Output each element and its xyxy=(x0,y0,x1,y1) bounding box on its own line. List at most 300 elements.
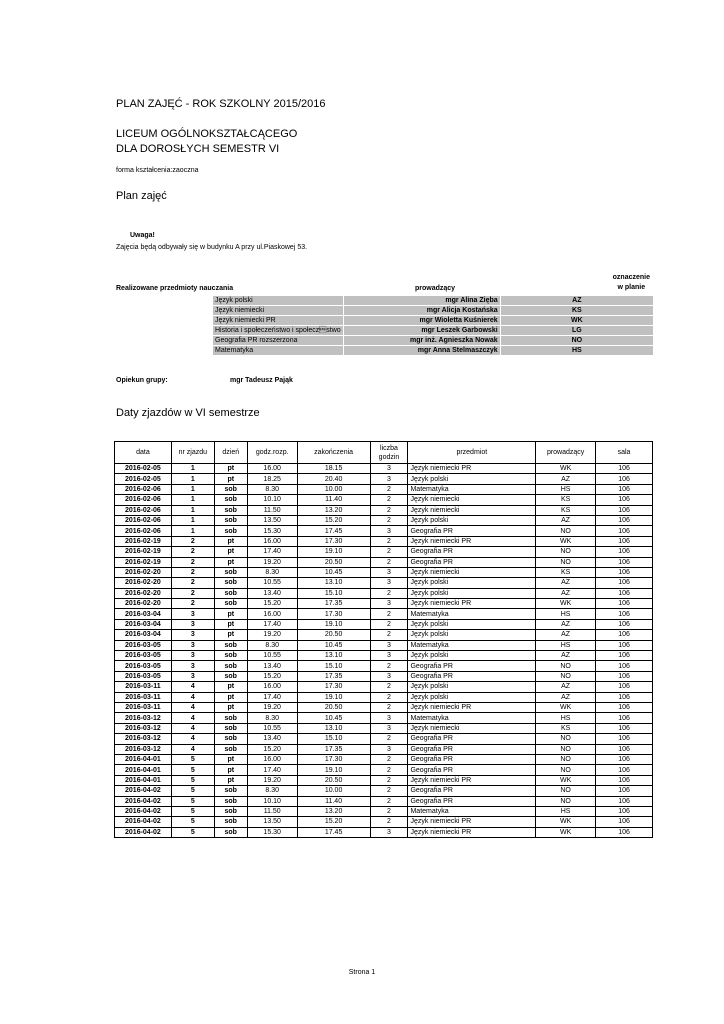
cell-subject: Język polski xyxy=(408,619,536,629)
cell-teacher: NO xyxy=(536,734,596,744)
cell-room: 106 xyxy=(596,557,653,567)
cell-day: sob xyxy=(214,744,247,754)
schedule-row xyxy=(115,578,653,588)
subject-row xyxy=(213,296,654,306)
cell-day: sob xyxy=(214,505,247,515)
cell-teacher: AZ xyxy=(536,474,596,484)
cell-room: 106 xyxy=(596,723,653,733)
cell-date: 2016-03-05 xyxy=(115,671,172,681)
subject-name: Język niemiecki PR xyxy=(213,316,344,326)
cell-end-time: 13.10 xyxy=(297,651,370,661)
cell-end-time: 10.45 xyxy=(297,640,370,650)
cell-hours: 3 xyxy=(370,526,408,536)
schedule-row xyxy=(115,682,653,692)
subject-row xyxy=(213,316,654,326)
cell-start-time: 8.30 xyxy=(247,484,297,494)
cell-meeting-no: 5 xyxy=(171,775,214,785)
cell-room: 106 xyxy=(596,806,653,816)
cell-day: sob xyxy=(214,484,247,494)
cell-day: pt xyxy=(214,464,247,474)
cell-meeting-no: 4 xyxy=(171,744,214,754)
cell-date: 2016-03-04 xyxy=(115,630,172,640)
subject-code: HS xyxy=(500,346,653,356)
cell-start-time: 17.40 xyxy=(247,765,297,775)
cell-date: 2016-04-02 xyxy=(115,806,172,816)
cell-subject: Język niemiecki PR xyxy=(408,827,536,837)
schedule-row xyxy=(115,484,653,494)
cell-subject: Język polski xyxy=(408,630,536,640)
cell-day: pt xyxy=(214,682,247,692)
cell-date: 2016-03-05 xyxy=(115,640,172,650)
cell-hours: 2 xyxy=(370,515,408,525)
cell-end-time: 19.10 xyxy=(297,765,370,775)
cell-meeting-no: 4 xyxy=(171,682,214,692)
cell-teacher: WK xyxy=(536,536,596,546)
cell-day: pt xyxy=(214,547,247,557)
subject-name: Język niemiecki xyxy=(213,306,344,316)
cell-date: 2016-03-12 xyxy=(115,723,172,733)
cell-meeting-no: 3 xyxy=(171,661,214,671)
cell-hours: 2 xyxy=(370,547,408,557)
schedule-row xyxy=(115,640,653,650)
cell-room: 106 xyxy=(596,702,653,712)
schedule-row xyxy=(115,702,653,712)
cell-date: 2016-02-06 xyxy=(115,484,172,494)
cell-day: sob xyxy=(214,796,247,806)
cell-room: 106 xyxy=(596,630,653,640)
cell-meeting-no: 4 xyxy=(171,713,214,723)
cell-subject: Język niemiecki xyxy=(408,495,536,505)
schedule-title: Daty zjazdów w VI semestrze xyxy=(116,407,260,419)
cell-room: 106 xyxy=(596,588,653,598)
cell-meeting-no: 3 xyxy=(171,671,214,681)
cell-room: 106 xyxy=(596,619,653,629)
cell-teacher: AZ xyxy=(536,619,596,629)
subject-teacher: mgr inż. Agnieszka Nowak xyxy=(343,336,500,346)
cell-hours: 3 xyxy=(370,578,408,588)
cell-hours: 3 xyxy=(370,827,408,837)
cell-teacher: AZ xyxy=(536,515,596,525)
cell-subject: Geografia PR xyxy=(408,734,536,744)
subject-code: KS xyxy=(500,306,653,316)
cell-start-time: 15.20 xyxy=(247,599,297,609)
cell-hours: 2 xyxy=(370,609,408,619)
cell-hours: 3 xyxy=(370,744,408,754)
schedule-row xyxy=(115,671,653,681)
cell-meeting-no: 5 xyxy=(171,806,214,816)
subjects-header xyxy=(116,273,654,295)
cell-hours: 3 xyxy=(370,599,408,609)
cell-meeting-no: 1 xyxy=(171,505,214,515)
cell-subject: Język niemiecki xyxy=(408,567,536,577)
schedule-row xyxy=(115,599,653,609)
schedule-row xyxy=(115,515,653,525)
cell-end-time: 19.10 xyxy=(297,692,370,702)
cell-date: 2016-03-04 xyxy=(115,619,172,629)
cell-end-time: 11.40 xyxy=(297,495,370,505)
cell-end-time: 15.20 xyxy=(297,817,370,827)
cell-date: 2016-03-11 xyxy=(115,702,172,712)
schedule-row xyxy=(115,827,653,837)
cell-meeting-no: 4 xyxy=(171,734,214,744)
cell-end-time: 17.30 xyxy=(297,536,370,546)
cell-day: pt xyxy=(214,702,247,712)
cell-day: sob xyxy=(214,526,247,536)
col-meeting-no: nr zjazdu xyxy=(171,442,214,464)
cell-meeting-no: 5 xyxy=(171,765,214,775)
cell-room: 106 xyxy=(596,827,653,837)
cell-start-time: 11.50 xyxy=(247,505,297,515)
cell-hours: 2 xyxy=(370,734,408,744)
cell-room: 106 xyxy=(596,464,653,474)
cell-end-time: 10.00 xyxy=(297,786,370,796)
cell-subject: Język niemiecki PR xyxy=(408,464,536,474)
schedule-row xyxy=(115,474,653,484)
cell-date: 2016-04-02 xyxy=(115,786,172,796)
cell-hours: 3 xyxy=(370,651,408,661)
schedule-row xyxy=(115,796,653,806)
subject-row xyxy=(213,306,654,316)
schedule-row xyxy=(115,464,653,474)
cell-room: 106 xyxy=(596,609,653,619)
cell-day: sob xyxy=(214,806,247,816)
cell-day: sob xyxy=(214,495,247,505)
cell-subject: Język polski xyxy=(408,682,536,692)
cell-meeting-no: 3 xyxy=(171,619,214,629)
cell-start-time: 8.30 xyxy=(247,640,297,650)
cell-subject: Matematyka xyxy=(408,806,536,816)
cell-teacher: NO xyxy=(536,671,596,681)
school-name xyxy=(116,127,297,157)
cell-meeting-no: 3 xyxy=(171,609,214,619)
cell-end-time: 10.45 xyxy=(297,713,370,723)
cell-subject: Język polski xyxy=(408,474,536,484)
cell-room: 106 xyxy=(596,547,653,557)
cell-meeting-no: 3 xyxy=(171,630,214,640)
cell-room: 106 xyxy=(596,515,653,525)
subjects-col-teacher: prowadzący xyxy=(415,285,456,292)
cell-hours: 2 xyxy=(370,786,408,796)
schedule-row xyxy=(115,661,653,671)
cell-day: pt xyxy=(214,536,247,546)
cell-day: sob xyxy=(214,786,247,796)
cell-end-time: 11.40 xyxy=(297,796,370,806)
cell-teacher: NO xyxy=(536,754,596,764)
cell-day: sob xyxy=(214,671,247,681)
cell-teacher: HS xyxy=(536,640,596,650)
cell-room: 106 xyxy=(596,682,653,692)
cell-end-time: 15.20 xyxy=(297,515,370,525)
cell-meeting-no: 4 xyxy=(171,692,214,702)
cell-subject: Matematyka xyxy=(408,713,536,723)
cell-teacher: KS xyxy=(536,567,596,577)
cell-meeting-no: 5 xyxy=(171,786,214,796)
cell-meeting-no: 5 xyxy=(171,796,214,806)
cell-start-time: 17.40 xyxy=(247,547,297,557)
cell-hours: 3 xyxy=(370,640,408,650)
cell-teacher: WK xyxy=(536,599,596,609)
cell-date: 2016-02-06 xyxy=(115,526,172,536)
cell-teacher: NO xyxy=(536,547,596,557)
cell-day: sob xyxy=(214,661,247,671)
cell-date: 2016-03-04 xyxy=(115,609,172,619)
cell-room: 106 xyxy=(596,754,653,764)
cell-room: 106 xyxy=(596,484,653,494)
cell-date: 2016-03-12 xyxy=(115,713,172,723)
subject-row xyxy=(213,346,654,356)
cell-start-time: 10.55 xyxy=(247,651,297,661)
cell-subject: Matematyka xyxy=(408,609,536,619)
cell-teacher: AZ xyxy=(536,588,596,598)
cell-subject: Geografia PR xyxy=(408,557,536,567)
cell-end-time: 13.20 xyxy=(297,505,370,515)
cell-end-time: 17.35 xyxy=(297,744,370,754)
cell-room: 106 xyxy=(596,651,653,661)
cell-meeting-no: 2 xyxy=(171,567,214,577)
guardian-name: mgr Tadeusz Pająk xyxy=(230,377,293,384)
schedule-row xyxy=(115,619,653,629)
cell-meeting-no: 1 xyxy=(171,526,214,536)
schedule-row xyxy=(115,775,653,785)
cell-end-time: 17.45 xyxy=(297,827,370,837)
cell-day: sob xyxy=(214,734,247,744)
cell-start-time: 13.40 xyxy=(247,734,297,744)
cell-start-time: 16.00 xyxy=(247,609,297,619)
cell-date: 2016-02-06 xyxy=(115,505,172,515)
schedule-table xyxy=(114,441,653,838)
cell-date: 2016-02-20 xyxy=(115,599,172,609)
cell-subject: Język niemiecki PR xyxy=(408,775,536,785)
cell-date: 2016-04-01 xyxy=(115,765,172,775)
cell-teacher: NO xyxy=(536,661,596,671)
cell-day: sob xyxy=(214,723,247,733)
schedule-row xyxy=(115,713,653,723)
schedule-row xyxy=(115,651,653,661)
cell-meeting-no: 2 xyxy=(171,588,214,598)
cell-hours: 2 xyxy=(370,536,408,546)
cell-room: 106 xyxy=(596,526,653,536)
cell-subject: Geografia PR xyxy=(408,744,536,754)
school-name-line1: LICEUM OGÓLNOKSZTAŁCĄCEGO xyxy=(116,128,298,140)
cell-end-time: 20.50 xyxy=(297,702,370,712)
schedule-row xyxy=(115,765,653,775)
cell-meeting-no: 1 xyxy=(171,474,214,484)
col-end: zakończenia xyxy=(297,442,370,464)
cell-meeting-no: 2 xyxy=(171,536,214,546)
cell-hours: 2 xyxy=(370,775,408,785)
cell-meeting-no: 4 xyxy=(171,702,214,712)
subjects-col-code-line2: w planie xyxy=(617,284,646,291)
cell-start-time: 10.55 xyxy=(247,578,297,588)
cell-subject: Język polski xyxy=(408,588,536,598)
cell-start-time: 17.40 xyxy=(247,692,297,702)
cell-subject: Język polski xyxy=(408,692,536,702)
cell-room: 106 xyxy=(596,817,653,827)
cell-hours: 2 xyxy=(370,588,408,598)
cell-day: sob xyxy=(214,588,247,598)
subjects-col-code-line1: oznaczenie xyxy=(612,274,650,281)
cell-meeting-no: 1 xyxy=(171,464,214,474)
col-subject: przedmiot xyxy=(408,442,536,464)
cell-start-time: 13.50 xyxy=(247,817,297,827)
cell-room: 106 xyxy=(596,744,653,754)
cell-start-time: 19.20 xyxy=(247,775,297,785)
cell-start-time: 19.20 xyxy=(247,702,297,712)
cell-start-time: 18.25 xyxy=(247,474,297,484)
cell-teacher: AZ xyxy=(536,578,596,588)
cell-start-time: 8.30 xyxy=(247,713,297,723)
cell-subject: Geografia PR xyxy=(408,796,536,806)
cell-subject: Matematyka xyxy=(408,640,536,650)
cell-hours: 2 xyxy=(370,754,408,764)
cell-room: 106 xyxy=(596,661,653,671)
cell-meeting-no: 2 xyxy=(171,578,214,588)
subject-teacher: mgr Leszek Garbowski xyxy=(343,326,500,336)
cell-date: 2016-03-05 xyxy=(115,661,172,671)
cell-meeting-no: 1 xyxy=(171,515,214,525)
schedule-row xyxy=(115,754,653,764)
cell-meeting-no: 5 xyxy=(171,817,214,827)
cell-start-time: 15.20 xyxy=(247,671,297,681)
cell-hours: 2 xyxy=(370,484,408,494)
cell-hours: 3 xyxy=(370,464,408,474)
cell-end-time: 10.00 xyxy=(297,484,370,494)
cell-teacher: NO xyxy=(536,796,596,806)
cell-hours: 2 xyxy=(370,557,408,567)
cell-hours: 2 xyxy=(370,682,408,692)
cell-subject: Język niemiecki xyxy=(408,505,536,515)
cell-start-time: 16.00 xyxy=(247,536,297,546)
cell-subject: Geografia PR xyxy=(408,671,536,681)
schedule-row xyxy=(115,588,653,598)
cell-end-time: 17.30 xyxy=(297,682,370,692)
cell-teacher: HS xyxy=(536,713,596,723)
cell-start-time: 10.55 xyxy=(247,723,297,733)
cell-room: 106 xyxy=(596,495,653,505)
cell-date: 2016-02-19 xyxy=(115,557,172,567)
cell-end-time: 20.50 xyxy=(297,775,370,785)
schedule-row xyxy=(115,817,653,827)
cell-end-time: 15.10 xyxy=(297,661,370,671)
cell-start-time: 13.40 xyxy=(247,588,297,598)
cell-subject: Geografia PR xyxy=(408,661,536,671)
cell-day: sob xyxy=(214,599,247,609)
cell-teacher: HS xyxy=(536,806,596,816)
subject-teacher: mgr Wioletta Kuśnierek xyxy=(343,316,500,326)
cell-room: 106 xyxy=(596,734,653,744)
cell-start-time: 15.20 xyxy=(247,744,297,754)
cell-date: 2016-04-02 xyxy=(115,817,172,827)
cell-teacher: WK xyxy=(536,464,596,474)
cell-teacher: WK xyxy=(536,775,596,785)
cell-date: 2016-02-20 xyxy=(115,588,172,598)
cell-teacher: WK xyxy=(536,827,596,837)
cell-date: 2016-02-06 xyxy=(115,515,172,525)
cell-hours: 2 xyxy=(370,765,408,775)
cell-meeting-no: 2 xyxy=(171,599,214,609)
schedule-header-row xyxy=(115,442,653,464)
cell-subject: Język niemiecki xyxy=(408,723,536,733)
schedule-row xyxy=(115,786,653,796)
cell-room: 106 xyxy=(596,796,653,806)
cell-hours: 2 xyxy=(370,495,408,505)
cell-start-time: 11.50 xyxy=(247,806,297,816)
schedule-row xyxy=(115,630,653,640)
cell-room: 106 xyxy=(596,713,653,723)
cell-start-time: 13.40 xyxy=(247,661,297,671)
cell-meeting-no: 5 xyxy=(171,827,214,837)
cell-meeting-no: 1 xyxy=(171,484,214,494)
cell-date: 2016-03-12 xyxy=(115,734,172,744)
cell-date: 2016-03-12 xyxy=(115,744,172,754)
cell-hours: 3 xyxy=(370,567,408,577)
col-hours: liczba godzin xyxy=(370,442,408,464)
cell-start-time: 8.30 xyxy=(247,567,297,577)
cell-date: 2016-02-20 xyxy=(115,567,172,577)
cell-subject: Geografia PR xyxy=(408,786,536,796)
cell-date: 2016-02-05 xyxy=(115,464,172,474)
cell-day: pt xyxy=(214,775,247,785)
cell-hours: 3 xyxy=(370,671,408,681)
cell-end-time: 19.10 xyxy=(297,547,370,557)
cell-teacher: AZ xyxy=(536,692,596,702)
subject-row xyxy=(213,326,654,336)
cell-meeting-no: 1 xyxy=(171,495,214,505)
cell-room: 106 xyxy=(596,578,653,588)
document-title: PLAN ZAJĘĆ - ROK SZKOLNY 2015/2016 xyxy=(116,98,326,110)
cell-teacher: NO xyxy=(536,744,596,754)
cell-start-time: 8.30 xyxy=(247,786,297,796)
cell-end-time: 17.45 xyxy=(297,526,370,536)
school-name-line2: DLA DOROSŁYCH SEMESTR VI xyxy=(116,143,280,155)
cell-subject: Geografia PR xyxy=(408,547,536,557)
plan-heading: Plan zajęć xyxy=(116,190,167,202)
cell-start-time: 17.40 xyxy=(247,619,297,629)
cell-date: 2016-04-02 xyxy=(115,827,172,837)
cell-subject: Język niemiecki PR xyxy=(408,599,536,609)
cell-day: pt xyxy=(214,609,247,619)
cell-date: 2016-02-20 xyxy=(115,578,172,588)
cell-hours: 2 xyxy=(370,505,408,515)
cell-date: 2016-04-02 xyxy=(115,796,172,806)
cell-end-time: 17.35 xyxy=(297,671,370,681)
schedule-row xyxy=(115,547,653,557)
cell-room: 106 xyxy=(596,599,653,609)
schedule-row xyxy=(115,723,653,733)
cell-start-time: 19.20 xyxy=(247,557,297,567)
subject-name: Geografia PR rozszerzona xyxy=(213,336,344,346)
cell-teacher: NO xyxy=(536,557,596,567)
cell-meeting-no: 2 xyxy=(171,547,214,557)
cell-meeting-no: 2 xyxy=(171,557,214,567)
cell-day: sob xyxy=(214,817,247,827)
schedule-row xyxy=(115,609,653,619)
cell-room: 106 xyxy=(596,765,653,775)
cell-hours: 2 xyxy=(370,630,408,640)
cell-day: pt xyxy=(214,474,247,484)
cell-day: pt xyxy=(214,557,247,567)
cell-start-time: 16.00 xyxy=(247,682,297,692)
cell-hours: 2 xyxy=(370,692,408,702)
cell-subject: Język niemiecki PR xyxy=(408,536,536,546)
cell-room: 106 xyxy=(596,786,653,796)
cell-day: sob xyxy=(214,515,247,525)
cell-room: 106 xyxy=(596,505,653,515)
form-of-study: forma kształcenia:zaoczna xyxy=(116,167,199,174)
schedule-row xyxy=(115,526,653,536)
cell-date: 2016-04-01 xyxy=(115,775,172,785)
cell-start-time: 19.20 xyxy=(247,630,297,640)
